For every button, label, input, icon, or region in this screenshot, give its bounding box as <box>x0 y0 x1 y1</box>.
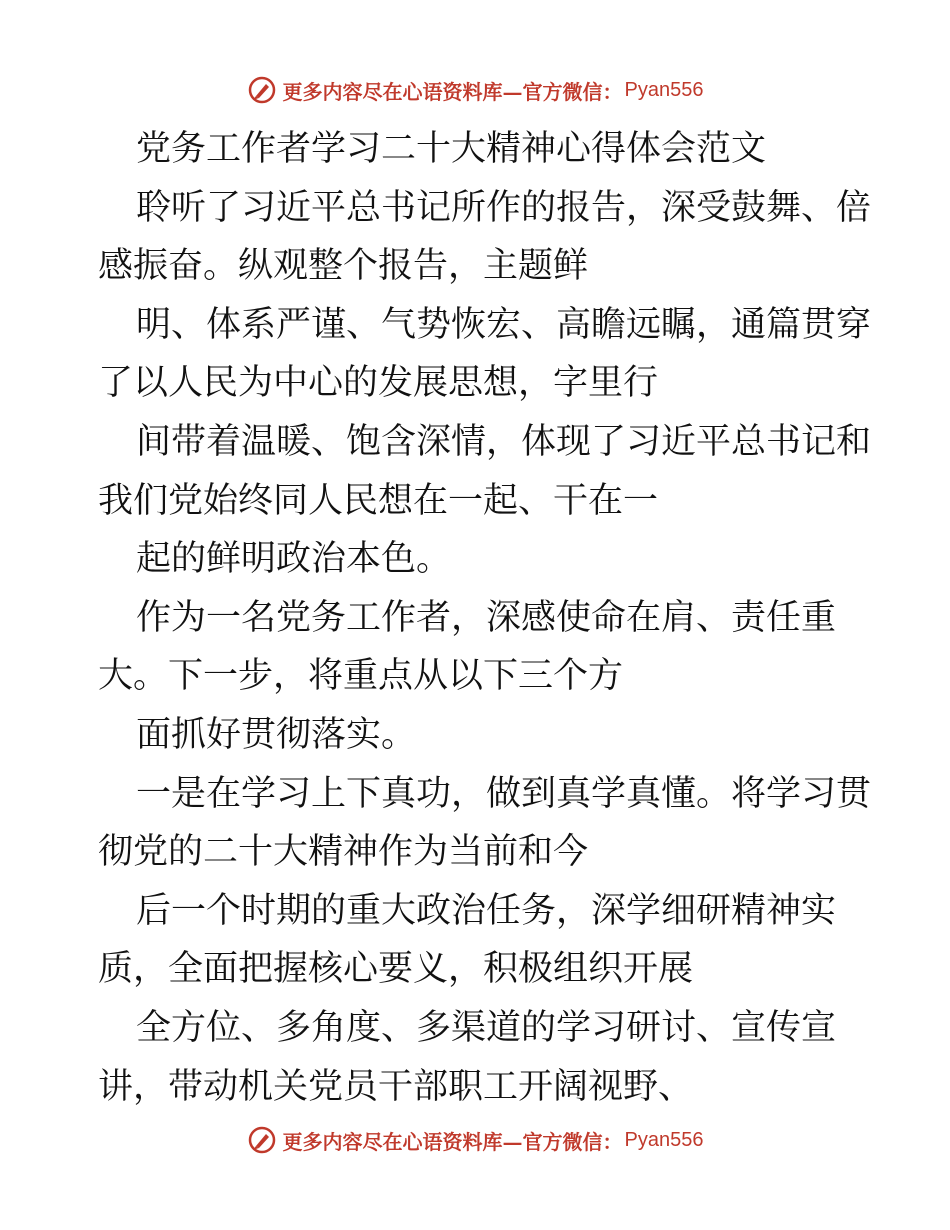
text-line: 质，全面把握核心要义，积极组织开展 <box>98 949 694 990</box>
text-line: 作为一名党务工作者，深感使命在肩、责任重 <box>136 597 837 638</box>
watermark-header <box>0 70 950 110</box>
pen-logo-icon <box>247 1125 277 1155</box>
text-line: 感振奋。纵观整个报告，主题鲜 <box>98 246 589 287</box>
text-line: 面抓好贯彻落实。 <box>136 714 417 755</box>
watermark-id: Pyan556 <box>624 1128 704 1151</box>
text-line: 起的鲜明政治本色。 <box>136 539 452 580</box>
watermark-footer <box>0 1120 950 1160</box>
document-body <box>98 120 872 1116</box>
text-line: 了以人民为中心的发展思想，字里行 <box>98 363 659 404</box>
text-line: 后一个时期的重大政治任务，深学细研精神实 <box>136 890 837 931</box>
text-line: 彻党的二十大精神作为当前和今 <box>98 832 589 873</box>
text-line: 讲，带动机关党员干部职工开阔视野、 <box>98 1066 694 1107</box>
text-line: 一是在学习上下真功，做到真学真懂。将学习贯 <box>136 773 872 814</box>
watermark-text: 更多内容尽在心语资料库—官方微信： <box>282 1129 623 1154</box>
text-line: 全方位、多角度、多渠道的学习研讨、宣传宣 <box>136 1007 837 1048</box>
text-line: 聆听了习近平总书记所作的报告，深受鼓舞、倍 <box>136 187 872 228</box>
text-line: 大。下一步，将重点从以下三个方 <box>98 656 624 697</box>
watermark-id: Pyan556 <box>624 78 704 101</box>
watermark-text: 更多内容尽在心语资料库—官方微信： <box>282 79 623 104</box>
pen-logo-icon <box>247 75 277 105</box>
text-line: 明、体系严谨、气势恢宏、高瞻远瞩，通篇贯穿 <box>136 304 872 345</box>
text-line: 我们党始终同人民想在一起、干在一 <box>98 480 659 521</box>
document-title: 党务工作者学习二十大精神心得体会范文 <box>136 129 767 169</box>
text-line: 间带着温暖、饱含深情，体现了习近平总书记和 <box>136 421 872 462</box>
